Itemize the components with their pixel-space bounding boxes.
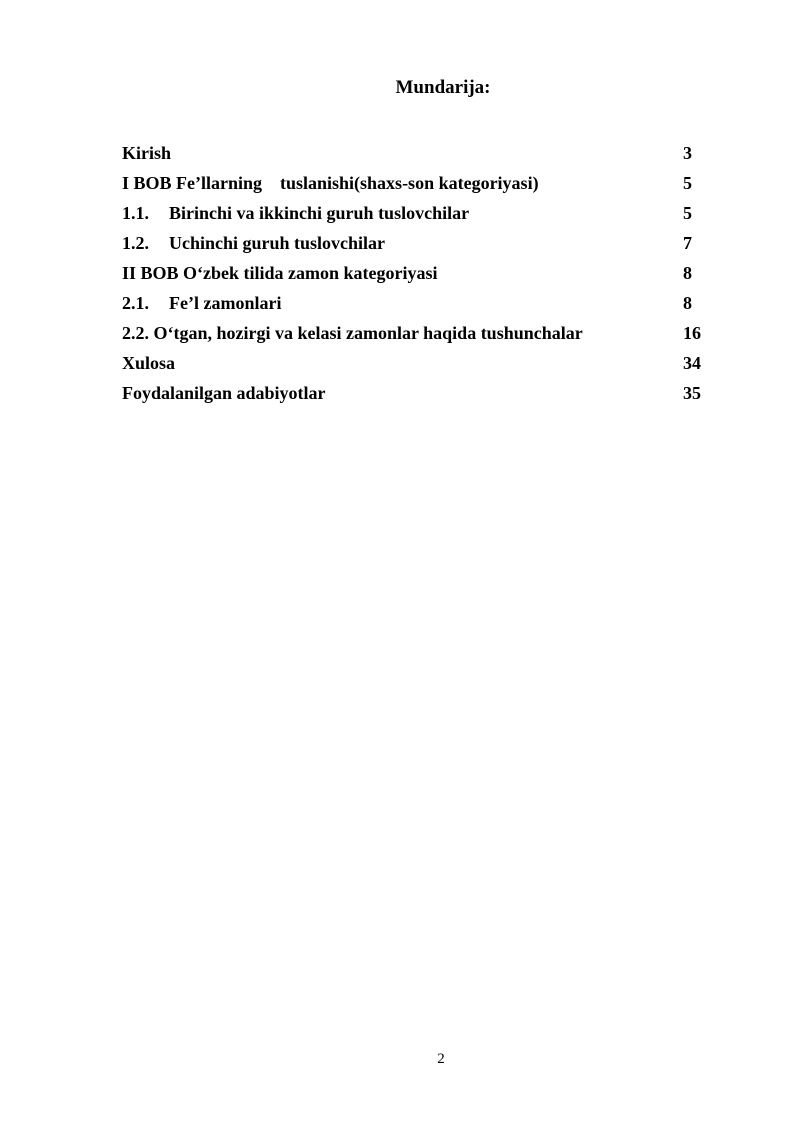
table-of-contents bbox=[122, 141, 712, 411]
toc-entry-section-2-1 bbox=[122, 291, 712, 321]
toc-entry-page: 8 bbox=[683, 293, 692, 313]
toc-entry-page: 34 bbox=[683, 353, 701, 373]
toc-entry-text: I BOB Fe’llarning tuslanishi(shaxs-son kategoriyasi) bbox=[122, 173, 539, 193]
toc-entry-text: Fe’l zamonlari bbox=[169, 293, 282, 313]
toc-entry-page: 16 bbox=[683, 323, 701, 343]
toc-entry-page: 8 bbox=[683, 263, 692, 283]
toc-entry-text: Xulosa bbox=[122, 353, 176, 373]
toc-entry-section-2-2 bbox=[122, 321, 712, 351]
toc-entry-text: II BOB O‘zbek tilida zamon kategoriyasi bbox=[122, 263, 438, 283]
toc-entry-number: 1.2. bbox=[122, 233, 149, 253]
toc-entry-text: Uchinchi guruh tuslovchilar bbox=[169, 233, 386, 253]
toc-entry-chapter-1 bbox=[122, 171, 712, 201]
page-title: Mundarija: bbox=[395, 77, 491, 98]
toc-entry-page: 5 bbox=[683, 173, 692, 193]
toc-entry-section-1-2 bbox=[122, 231, 712, 261]
toc-entry-introduction bbox=[122, 141, 712, 171]
toc-entry-page: 3 bbox=[683, 143, 692, 163]
toc-entry-text: Kirish bbox=[122, 143, 172, 163]
toc-entry-section-1-1 bbox=[122, 201, 712, 231]
toc-entry-page: 5 bbox=[683, 203, 692, 223]
toc-entry-page: 35 bbox=[683, 383, 701, 403]
page-number: 2 bbox=[437, 1051, 445, 1067]
toc-entry-chapter-2 bbox=[122, 261, 712, 291]
toc-entry-text: Birinchi va ikkinchi guruh tuslovchilar bbox=[169, 203, 470, 223]
toc-entry-number: 1.1. bbox=[122, 203, 149, 223]
toc-entry-text: Foydalanilgan adabiyotlar bbox=[122, 383, 326, 403]
toc-entry-text: 2.2. O‘tgan, hozirgi va kelasi zamonlar haqida tushunchalar bbox=[122, 323, 583, 343]
toc-entry-page: 7 bbox=[683, 233, 692, 253]
toc-entry-conclusion bbox=[122, 351, 712, 381]
toc-entry-references bbox=[122, 381, 712, 411]
toc-entry-number: 2.1. bbox=[122, 293, 149, 313]
